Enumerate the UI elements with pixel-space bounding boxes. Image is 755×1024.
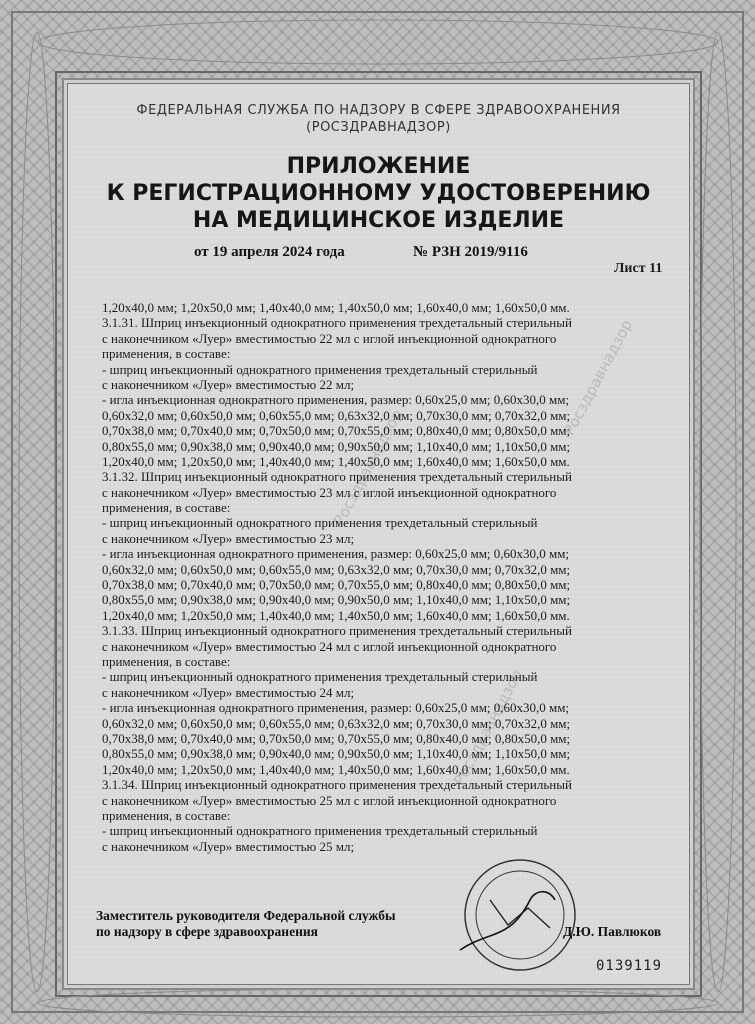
document-title: ПРИЛОЖЕНИЕ (286, 154, 471, 179)
sheet-number: Лист 11 (614, 261, 663, 276)
text-line: 3.1.31. Шприц инъекционный однократного применения трехдетальный стерильный (102, 315, 572, 331)
text-line: с наконечником «Луер» вместимостью 23 мл; (102, 530, 355, 546)
registration-number: № РЗН 2019/9116 (413, 244, 528, 260)
agency-name: ФЕДЕРАЛЬНАЯ СЛУЖБА ПО НАДЗОРУ В СФЕРЕ ЗДРАВООХРАНЕНИЯ (136, 103, 621, 118)
text-line: с наконечником «Луер» вместимостью 22 мл; (102, 376, 355, 392)
text-line: 0,70х38,0 мм; 0,70х40,0 мм; 0,70х50,0 мм; 0,70х55,0 мм; 0,80х40,0 мм; 0,80х50,0 мм; (102, 730, 571, 746)
text-line: 3.1.34. Шприц инъекционный однократного применения трехдетальный стерильный (102, 777, 572, 793)
text-line: применения, в составе: (102, 653, 231, 669)
official-seal (430, 830, 580, 980)
text-line: 0,60х32,0 мм; 0,60х50,0 мм; 0,60х55,0 мм; 0,63х32,0 мм; 0,70х30,0 мм; 0,70х32,0 мм; (102, 407, 571, 423)
document-body (102, 300, 662, 854)
text-line: 0,80х55,0 мм; 0,90х38,0 мм; 0,90х40,0 мм; 0,90х50,0 мм; 1,10х40,0 мм; 1,10х50,0 мм; (102, 746, 571, 762)
text-line: 0,80х55,0 мм; 0,90х38,0 мм; 0,90х40,0 мм; 0,90х50,0 мм; 1,10х40,0 мм; 1,10х50,0 мм; (102, 592, 571, 608)
serial-number: 0139119 (596, 958, 663, 974)
text-line: с наконечником «Луер» вместимостью 25 мл с иглой инъекционной однократного (102, 792, 557, 808)
text-line: 3.1.33. Шприц инъекционный однократного применения трехдетальный стерильный (102, 623, 572, 639)
text-line: с наконечником «Луер» вместимостью 24 мл с иглой инъекционной однократного (102, 638, 557, 654)
text-line: применения, в составе: (102, 807, 231, 823)
text-line: 1,20х40,0 мм; 1,20х50,0 мм; 1,40х40,0 мм; 1,40х50,0 мм; 1,60х40,0 мм; 1,60х50,0 мм. (102, 453, 570, 469)
issue-date: от 19 апреля 2024 года (194, 244, 345, 260)
text-line: применения, в составе: (102, 500, 231, 516)
watermark-text: Росздравнадзор (450, 666, 527, 789)
text-line: 0,80х55,0 мм; 0,90х38,0 мм; 0,90х40,0 мм; 0,90х50,0 мм; 1,10х40,0 мм; 1,10х50,0 мм; (102, 438, 571, 454)
text-line: - игла инъекционная однократного применения, размер: 0,60х25,0 мм; 0,60х30,0 мм; (102, 700, 570, 716)
text-line: с наконечником «Луер» вместимостью 22 мл с иглой инъекционной однократного (102, 330, 557, 346)
text-line: с наконечником «Луер» вместимостью 24 мл; (102, 684, 355, 700)
text-line: с наконечником «Луер» вместимостью 23 мл с иглой инъекционной однократного (102, 484, 557, 500)
text-line: - шприц инъекционный однократного применения трехдетальный стерильный (102, 823, 538, 839)
signatory-title: по надзору в сфере здравоохранения (96, 924, 318, 939)
watermark-text: Росздравнадзор (330, 406, 407, 529)
text-line: 3.1.32. Шприц инъекционный однократного применения трехдетальный стерильный (102, 469, 572, 485)
text-line: 0,60х32,0 мм; 0,60х50,0 мм; 0,60х55,0 мм; 0,63х32,0 мм; 0,70х30,0 мм; 0,70х32,0 мм; (102, 715, 571, 731)
text-line: 0,60х32,0 мм; 0,60х50,0 мм; 0,60х55,0 мм; 0,63х32,0 мм; 0,70х30,0 мм; 0,70х32,0 мм; (102, 561, 571, 577)
text-line: - шприц инъекционный однократного применения трехдетальный стерильный (102, 515, 538, 531)
text-line: - шприц инъекционный однократного применения трехдетальный стерильный (102, 669, 538, 685)
document-title: НА МЕДИЦИНСКОЕ ИЗДЕЛИЕ (192, 208, 565, 233)
signatory-title: Заместитель руководителя Федеральной службы (96, 908, 396, 923)
text-line: - игла инъекционная однократного применения, размер: 0,60х25,0 мм; 0,60х30,0 мм; (102, 392, 570, 408)
watermark-text: Росздравнадзор (560, 316, 637, 439)
text-line: - игла инъекционная однократного применения, размер: 0,60х25,0 мм; 0,60х30,0 мм; (102, 546, 570, 562)
text-line: 1,20х40,0 мм; 1,20х50,0 мм; 1,40х40,0 мм; 1,40х50,0 мм; 1,60х40,0 мм; 1,60х50,0 мм. (102, 607, 570, 623)
agency-abbreviation: (РОСЗДРАВНАДЗОР) (306, 120, 451, 135)
signatory-name: Д.Ю. Павлюков (563, 924, 662, 939)
text-line: с наконечником «Луер» вместимостью 25 мл; (102, 838, 355, 854)
text-line: 0,70х38,0 мм; 0,70х40,0 мм; 0,70х50,0 мм; 0,70х55,0 мм; 0,80х40,0 мм; 0,80х50,0 мм; (102, 423, 571, 439)
text-line: - шприц инъекционный однократного применения трехдетальный стерильный (102, 361, 538, 377)
document-title: К РЕГИСТРАЦИОННОМУ УДОСТОВЕРЕНИЮ (106, 181, 651, 206)
text-line: 0,70х38,0 мм; 0,70х40,0 мм; 0,70х50,0 мм; 0,70х55,0 мм; 0,80х40,0 мм; 0,80х50,0 мм; (102, 577, 571, 593)
text-line: применения, в составе: (102, 346, 231, 362)
text-line: 1,20х40,0 мм; 1,20х50,0 мм; 1,40х40,0 мм; 1,40х50,0 мм; 1,60х40,0 мм; 1,60х50,0 мм. (102, 761, 570, 777)
text-line: 1,20х40,0 мм; 1,20х50,0 мм; 1,40х40,0 мм; 1,40х50,0 мм; 1,60х40,0 мм; 1,60х50,0 мм. (102, 300, 570, 315)
